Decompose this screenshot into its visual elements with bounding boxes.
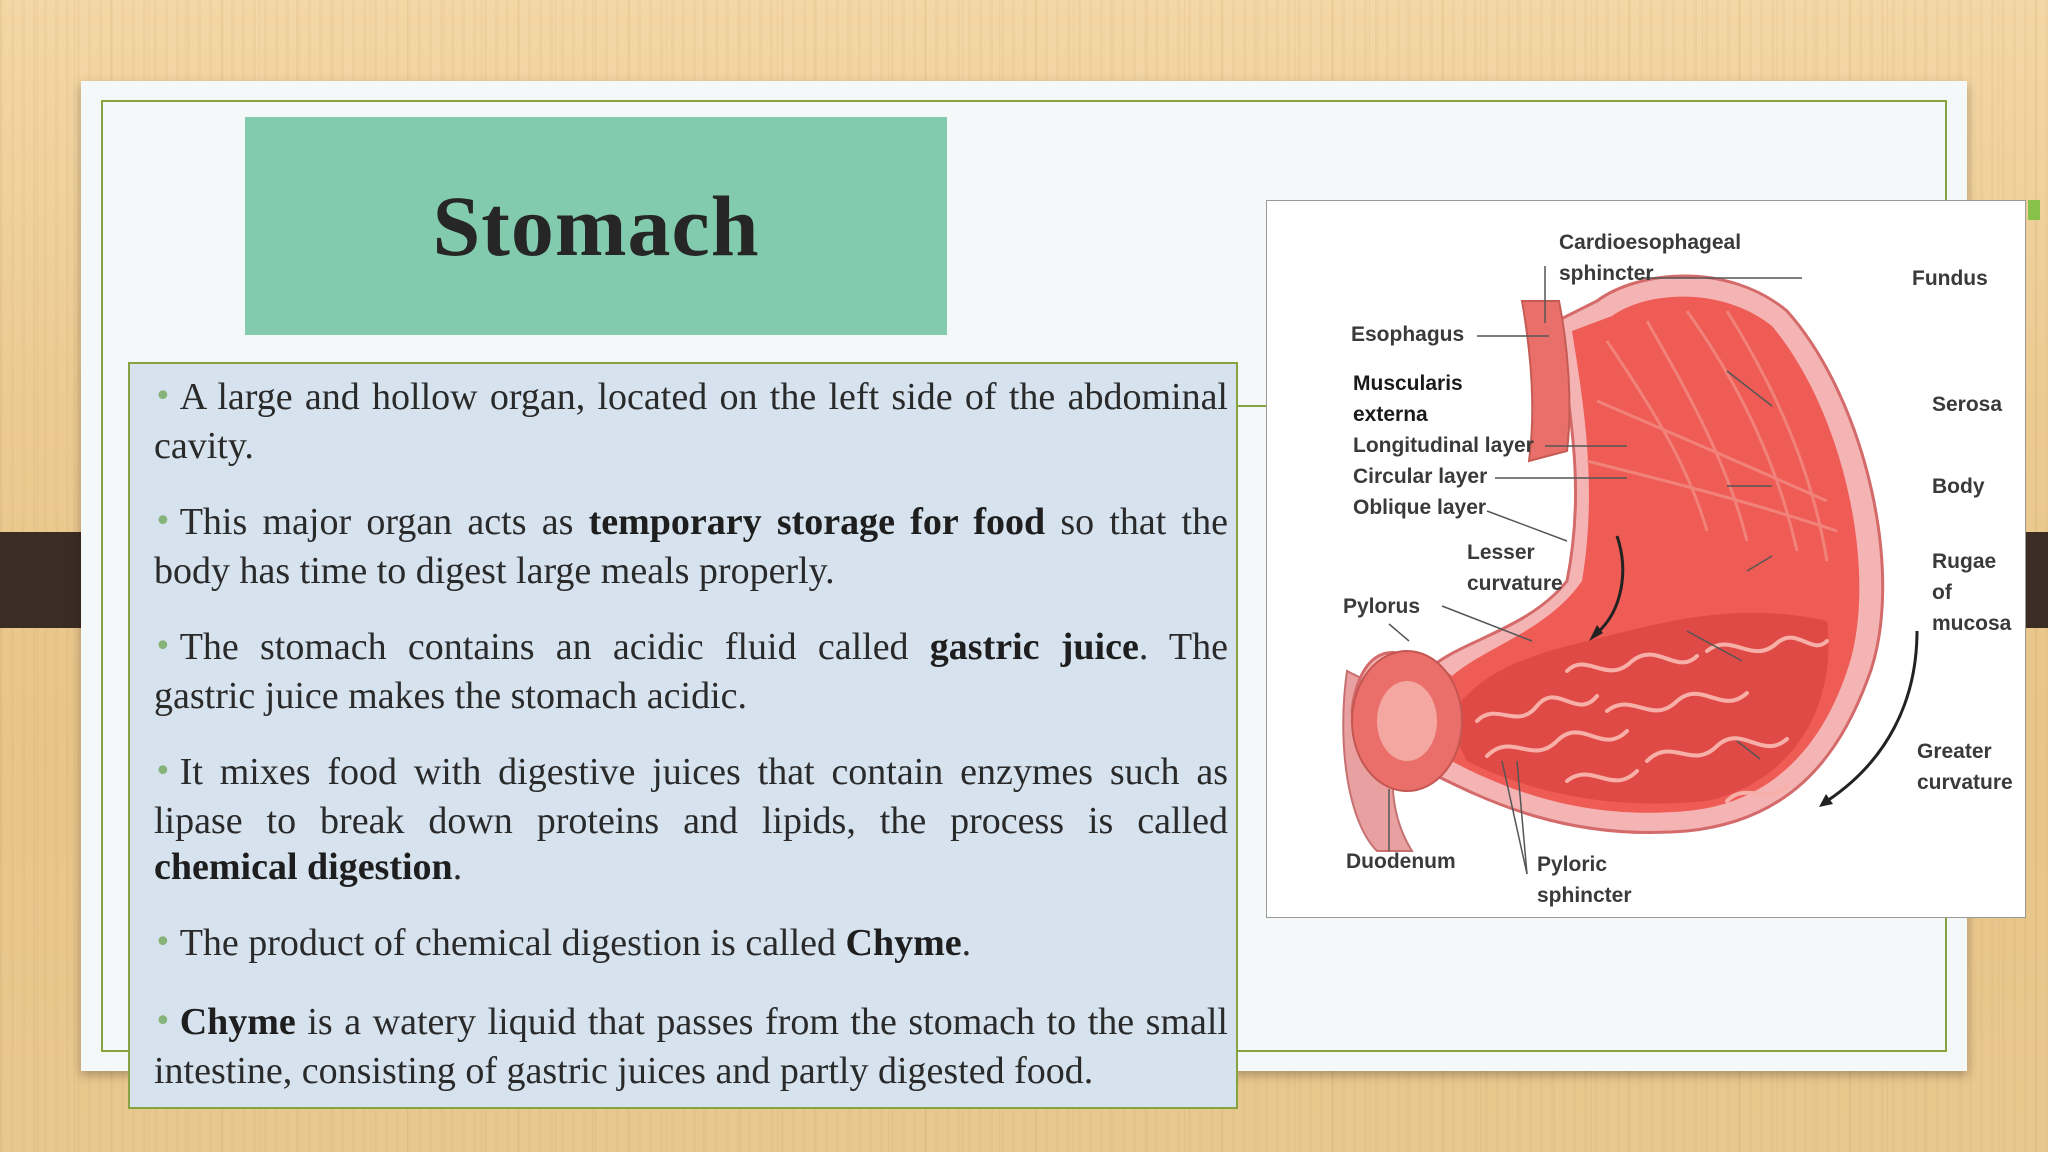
label-oblique: Oblique layer — [1353, 496, 1487, 519]
title-box — [245, 117, 947, 335]
slide-title: Stomach — [432, 178, 760, 274]
bullet-emphasis: gastric juice — [929, 626, 1139, 668]
label-greater: Greater — [1917, 740, 1992, 763]
label-body: Body — [1932, 475, 1985, 498]
content-box — [128, 362, 1238, 1109]
bullet-text: . The gastric juice makes the stomach acidic. — [154, 626, 1228, 717]
bullet-text: The stomach contains an acidic fluid called — [179, 626, 930, 668]
bullet-dot-icon: • — [154, 1004, 172, 1039]
bullet-text: is a watery liquid that passes from the stomach to the small intestine, consisting of gastric juices and partly digested food. — [154, 1001, 1228, 1092]
label-lesser: Lesser — [1467, 541, 1535, 564]
label-externa: externa — [1353, 403, 1428, 426]
bullet-text: It mixes food with digestive juices that contain enzymes such as lipase to break down proteins and lipids, the process is called — [154, 751, 1228, 842]
label-rugae-of: of — [1932, 581, 1952, 604]
label-rugae-mucosa: mucosa — [1932, 612, 2012, 635]
label-muscularis: Muscularis — [1353, 372, 1463, 395]
bullet-item — [152, 374, 1228, 469]
bullet-item — [152, 749, 1228, 890]
label-pyloric-sphincter: sphincter — [1537, 884, 1632, 907]
bullet-list — [152, 374, 1228, 1094]
bullet-text: A large and hollow organ, located on the left side of the abdominal cavity. — [154, 376, 1228, 467]
label-cardio-sphincter: sphincter — [1559, 262, 1654, 285]
label-pylorus: Pylorus — [1343, 595, 1421, 618]
bullet-text: so that the body has time to digest large meals properly. — [154, 501, 1228, 592]
bullet-dot-icon: • — [154, 504, 172, 539]
bullet-item — [152, 920, 1228, 969]
bullet-emphasis: temporary storage for food — [588, 501, 1046, 543]
label-lesser-curvature: curvature — [1467, 572, 1563, 595]
bullet-dot-icon: • — [154, 754, 172, 789]
corner-marker — [2028, 200, 2040, 220]
connector-line — [1237, 405, 1267, 407]
bullet-emphasis: Chyme — [179, 1001, 296, 1043]
bullet-item — [152, 499, 1228, 594]
bullet-dot-icon: • — [154, 629, 172, 664]
label-fundus: Fundus — [1912, 267, 1988, 290]
label-esophagus: Esophagus — [1351, 323, 1465, 346]
bullet-dot-icon: • — [154, 925, 172, 960]
label-pyloric: Pyloric — [1537, 853, 1608, 876]
bullet-emphasis: chemical digestion — [154, 846, 453, 888]
label-serosa: Serosa — [1932, 393, 2003, 416]
bullet-emphasis: Chyme — [845, 922, 962, 964]
stomach-diagram — [1266, 200, 2026, 918]
bullet-text: . — [452, 846, 463, 888]
bullet-text: The product of chemical digestion is called — [179, 922, 846, 964]
label-cardioesophageal: Cardioesophageal — [1559, 231, 1742, 254]
stomach-illustration — [1267, 201, 2027, 919]
bullet-item — [152, 624, 1228, 719]
label-circular: Circular layer — [1353, 465, 1488, 488]
bullet-text: . — [961, 922, 972, 964]
bullet-dot-icon: • — [154, 379, 172, 414]
bullet-text: This major organ acts as — [179, 501, 589, 543]
bullet-item — [152, 999, 1228, 1094]
label-rugae: Rugae — [1932, 550, 1997, 573]
label-duodenum: Duodenum — [1346, 850, 1456, 873]
label-longitudinal: Longitudinal layer — [1353, 434, 1534, 457]
label-greater-curvature: curvature — [1917, 771, 2013, 794]
